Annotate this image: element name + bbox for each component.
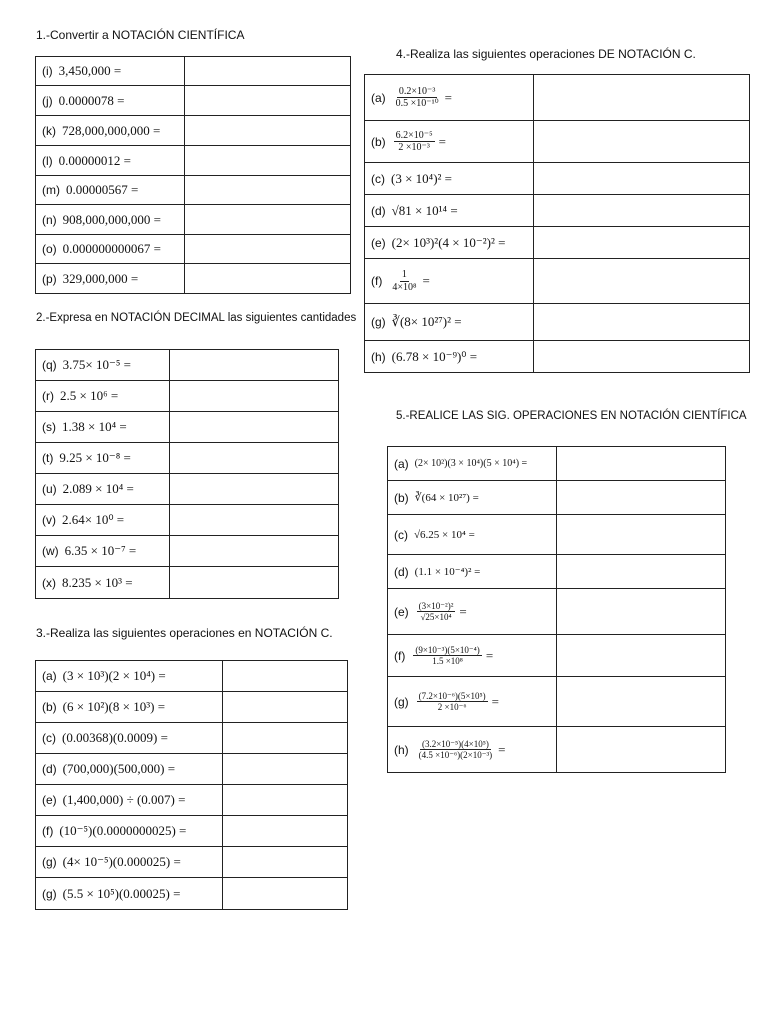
answer-cell[interactable] [185, 146, 351, 176]
exercise-expression: (2× 10²)(3 × 10⁴)(5 × 10⁴) = [414, 458, 528, 469]
exercise-cell [36, 847, 223, 878]
table-row [36, 116, 351, 146]
table-row [365, 163, 750, 195]
fraction [417, 739, 494, 761]
section5-title: 5.-REALICE LAS SIG. OPERACIONES EN NOTACIÓN CIENTÍFICA [396, 410, 747, 422]
exercise-cell [36, 86, 185, 116]
exercise-cell [36, 816, 223, 847]
answer-cell[interactable] [170, 505, 339, 536]
exercise-expression: (1,400,000) ÷ (0.007) = [62, 792, 186, 807]
fraction [417, 691, 488, 713]
table-row [365, 304, 750, 341]
exercise-label: (q) [42, 358, 57, 372]
table-row [365, 75, 750, 121]
fraction-numerator: (9×10⁻³)(5×10⁻⁴) [415, 644, 480, 655]
table-row [36, 567, 339, 599]
exercise-cell [36, 723, 223, 754]
exercise-cell [388, 555, 557, 589]
table-row [388, 677, 726, 727]
answer-cell[interactable] [223, 692, 348, 723]
answer-cell[interactable] [170, 381, 339, 412]
fraction [394, 130, 435, 154]
exercise-label: (a) [42, 669, 57, 683]
exercise-label: (d) [371, 203, 386, 218]
exercise-label: (d) [42, 762, 57, 776]
exercise-label: (l) [42, 153, 53, 168]
table-row [36, 723, 348, 754]
table-row [36, 235, 351, 264]
exercise-expression: 329,000,000 = [62, 270, 139, 286]
answer-cell[interactable] [223, 816, 348, 847]
answer-cell[interactable] [170, 350, 339, 381]
exercise-expression: (10⁻⁵)(0.0000000025) = [59, 823, 187, 838]
answer-cell[interactable] [170, 474, 339, 505]
exercise-label: (b) [371, 134, 386, 149]
exercise-label: (i) [42, 64, 53, 78]
exercise-label: (p) [42, 271, 57, 286]
answer-cell[interactable] [223, 878, 348, 910]
exercise-label: (d) [394, 564, 409, 579]
exercise-cell [388, 589, 557, 635]
exercise-cell [365, 259, 534, 304]
answer-cell[interactable] [170, 412, 339, 443]
exercise-cell [36, 146, 185, 176]
answer-cell[interactable] [223, 754, 348, 785]
answer-cell[interactable] [557, 677, 726, 727]
exercise-cell [36, 235, 185, 264]
table-row [36, 505, 339, 536]
table-row [36, 264, 351, 294]
table-row [36, 176, 351, 205]
exercise-label: (a) [394, 456, 409, 471]
table-row [36, 205, 351, 235]
exercise-expression: 908,000,000,000 = [62, 211, 162, 227]
table-row [36, 661, 348, 692]
answer-cell[interactable] [534, 341, 750, 373]
exercise-cell [36, 116, 185, 146]
equals-sign: = [444, 89, 452, 105]
exercise-cell [36, 443, 170, 474]
section1-title: 1.-Convertir a NOTACIÓN CIENTÍFICA [36, 28, 245, 42]
exercise-expression: (3 × 10⁴)² = [391, 170, 453, 186]
fraction-numerator: (3.2×10⁻⁵)(4×10⁵) [421, 738, 489, 749]
exercise-expression: (3 × 10³)(2 × 10⁴) = [62, 668, 166, 683]
exercise-cell [36, 381, 170, 412]
fraction [394, 86, 441, 110]
exercise-cell [36, 785, 223, 816]
answer-cell[interactable] [557, 447, 726, 481]
exercise-label: (h) [371, 349, 386, 364]
exercise-expression: (6 × 10²)(8 × 10³) = [62, 699, 166, 714]
equals-sign: = [459, 603, 467, 619]
exercise-cell [36, 57, 185, 86]
exercise-expression: (4× 10⁻⁵)(0.000025) = [62, 854, 181, 869]
table-row [36, 381, 339, 412]
section2-title: 2.-Expresa en NOTACIÓN DECIMAL las siguientes cantidades [36, 312, 357, 324]
table-row [36, 536, 339, 567]
section5-table [387, 446, 726, 773]
exercise-label: (f) [371, 274, 383, 288]
exercise-cell [365, 227, 534, 259]
answer-cell[interactable] [170, 536, 339, 567]
table-row [365, 121, 750, 163]
table-row [388, 727, 726, 773]
table-row [388, 555, 726, 589]
table-row [36, 816, 348, 847]
answer-cell[interactable] [534, 304, 750, 341]
exercise-expression: √81 × 10¹⁴ = [391, 202, 458, 218]
answer-cell[interactable] [534, 121, 750, 163]
exercise-label: (g) [42, 855, 57, 869]
exercise-expression: 6.35 × 10⁻⁷ = [64, 543, 137, 558]
exercise-expression: ∛(64 × 10²⁷) = [414, 492, 479, 504]
exercise-expression: 0.00000012 = [58, 152, 132, 168]
exercise-expression: (0.00368)(0.0009) = [62, 730, 168, 745]
fraction-denominator: 2 ×10⁻⁶ [437, 702, 467, 712]
fraction-numerator: 1 [401, 269, 407, 280]
section3-table [35, 660, 348, 910]
exercise-cell [36, 205, 185, 235]
exercise-expression: 0.000000000067 = [62, 241, 162, 256]
section3-title: 3.-Realiza las siguientes operaciones en NOTACIÓN C. [36, 626, 333, 640]
exercise-label: (b) [394, 490, 409, 505]
table-row [365, 195, 750, 227]
exercise-cell [388, 635, 557, 677]
exercise-label: (t) [42, 451, 54, 465]
fraction-denominator: 2 ×10⁻³ [398, 142, 430, 153]
exercise-label: (n) [42, 212, 57, 227]
fraction-numerator: (7.2×10⁻⁶)(5×10⁵) [418, 690, 486, 701]
equals-sign: = [422, 273, 430, 288]
answer-cell[interactable] [534, 259, 750, 304]
table-row [365, 259, 750, 304]
fraction-denominator: 1.5 ×10⁸ [432, 656, 463, 666]
answer-cell[interactable] [223, 785, 348, 816]
answer-cell[interactable] [223, 661, 348, 692]
answer-cell[interactable] [185, 235, 351, 264]
answer-cell[interactable] [557, 635, 726, 677]
table-row [36, 785, 348, 816]
equals-sign: = [485, 647, 494, 663]
exercise-label: (v) [42, 513, 56, 527]
fraction [413, 645, 481, 667]
table-row [36, 86, 351, 116]
exercise-label: (m) [42, 183, 60, 197]
exercise-label: (c) [394, 527, 408, 542]
exercise-label: (c) [42, 731, 56, 745]
exercise-expression: (1.1 × 10⁻⁴)² = [414, 566, 481, 578]
fraction [417, 601, 456, 623]
exercise-expression: 3.75× 10⁻⁵ = [62, 357, 131, 372]
answer-cell[interactable] [534, 163, 750, 195]
answer-cell[interactable] [185, 176, 351, 205]
exercise-cell [365, 195, 534, 227]
table-row [388, 635, 726, 677]
table-row [365, 227, 750, 259]
table-row [365, 341, 750, 373]
answer-cell[interactable] [170, 443, 339, 474]
exercise-expression: √6.25 × 10⁴ = [414, 528, 475, 541]
fraction-numerator: (3×10⁻²)² [418, 600, 454, 611]
exercise-label: (e) [371, 235, 386, 250]
answer-cell[interactable] [185, 86, 351, 116]
answer-cell[interactable] [534, 227, 750, 259]
answer-cell[interactable] [557, 481, 726, 515]
section4-title: 4.-Realiza las siguientes operaciones DE NOTACIÓN C. [396, 47, 696, 61]
answer-cell[interactable] [223, 847, 348, 878]
exercise-cell [36, 350, 170, 381]
exercise-label: (f) [394, 648, 406, 663]
table-row [36, 474, 339, 505]
answer-cell[interactable] [534, 195, 750, 227]
table-row [388, 481, 726, 515]
section1-table [35, 56, 351, 294]
table-row [36, 847, 348, 878]
answer-cell[interactable] [557, 727, 726, 773]
answer-cell[interactable] [170, 567, 339, 599]
exercise-label: (h) [394, 742, 409, 757]
exercise-label: (w) [42, 544, 59, 558]
exercise-label: (j) [42, 93, 53, 108]
exercise-label: (k) [42, 123, 56, 138]
answer-cell[interactable] [185, 57, 351, 86]
exercise-expression: 728,000,000,000 = [62, 122, 161, 138]
exercise-expression: 2.089 × 10⁴ = [62, 481, 134, 496]
exercise-expression: 2.5 × 10⁶ = [60, 388, 119, 403]
exercise-label: (g) [42, 886, 57, 901]
equals-sign: = [491, 693, 499, 709]
exercise-cell [36, 754, 223, 785]
exercise-cell [36, 474, 170, 505]
equals-sign: = [498, 741, 506, 757]
answer-cell[interactable] [185, 205, 351, 235]
answer-cell[interactable] [223, 723, 348, 754]
table-row [388, 447, 726, 481]
table-row [36, 146, 351, 176]
table-row [36, 878, 348, 910]
answer-cell[interactable] [557, 555, 726, 589]
equals-sign: = [438, 133, 446, 149]
exercise-expression: 2.64× 10⁰ = [62, 512, 125, 527]
exercise-expression: (2× 10³)²(4 × 10⁻²)² = [391, 234, 506, 250]
fraction-denominator: √25×10⁴ [420, 612, 452, 622]
exercise-cell [388, 481, 557, 515]
fraction-numerator: 0.2×10⁻³ [398, 85, 436, 97]
exercise-expression: ∛(8× 10²⁷)² = [391, 314, 462, 329]
exercise-cell [365, 163, 534, 195]
table-row [36, 412, 339, 443]
exercise-cell [388, 727, 557, 773]
exercise-expression: 3,450,000 = [58, 63, 122, 78]
exercise-label: (c) [371, 171, 385, 186]
exercise-cell [36, 567, 170, 599]
fraction-denominator: 0.5 ×10⁻¹⁰ [395, 98, 439, 109]
exercise-cell [36, 536, 170, 567]
exercise-cell [36, 878, 223, 910]
exercise-cell [365, 341, 534, 373]
exercise-expression: 0.0000078 = [58, 92, 125, 108]
exercise-expression: (5.5 × 10⁵)(0.00025) = [62, 885, 181, 901]
exercise-label: (e) [42, 793, 57, 807]
answer-cell[interactable] [557, 589, 726, 635]
fraction-numerator: 6.2×10⁻⁵ [395, 129, 433, 141]
answer-cell[interactable] [534, 75, 750, 121]
table-row [36, 692, 348, 723]
exercise-cell [36, 176, 185, 205]
exercise-cell [36, 505, 170, 536]
exercise-cell [36, 264, 185, 294]
table-row [388, 589, 726, 635]
exercise-label: (s) [42, 420, 56, 434]
exercise-label: (b) [42, 700, 57, 714]
exercise-cell [36, 692, 223, 723]
exercise-expression: 0.00000567 = [66, 182, 139, 197]
exercise-label: (f) [42, 824, 54, 838]
table-row [36, 350, 339, 381]
exercise-label: (o) [42, 242, 57, 256]
exercise-cell [388, 677, 557, 727]
exercise-expression: 9.25 × 10⁻⁸ = [59, 450, 131, 465]
answer-cell[interactable] [185, 116, 351, 146]
table-row [36, 443, 339, 474]
fraction [390, 269, 418, 293]
exercise-cell [365, 304, 534, 341]
exercise-cell [365, 75, 534, 121]
exercise-label: (e) [394, 604, 409, 619]
exercise-label: (a) [371, 90, 386, 105]
exercise-cell [365, 121, 534, 163]
exercise-cell [388, 447, 557, 481]
exercise-cell [36, 661, 223, 692]
exercise-label: (u) [42, 482, 57, 496]
answer-cell[interactable] [557, 515, 726, 555]
exercise-cell [36, 412, 170, 443]
exercise-label: (g) [394, 694, 409, 709]
exercise-label: (r) [42, 389, 54, 403]
section4-table [364, 74, 750, 373]
section2-table [35, 349, 339, 599]
table-row [36, 57, 351, 86]
exercise-expression: 8.235 × 10³ = [62, 574, 133, 590]
table-row [388, 515, 726, 555]
fraction-denominator: (4.5 ×10⁻⁶)(2×10⁻³) [418, 750, 493, 760]
fraction-denominator: 4×10⁸ [392, 281, 417, 293]
exercise-expression: 1.38 × 10⁴ = [62, 419, 127, 434]
exercise-expression: (700,000)(500,000) = [62, 761, 176, 776]
table-row [36, 754, 348, 785]
exercise-cell [388, 515, 557, 555]
exercise-label: (g) [371, 315, 386, 329]
exercise-label: (x) [42, 575, 56, 590]
exercise-expression: (6.78 × 10⁻⁹)⁰ = [391, 348, 478, 364]
answer-cell[interactable] [185, 264, 351, 294]
